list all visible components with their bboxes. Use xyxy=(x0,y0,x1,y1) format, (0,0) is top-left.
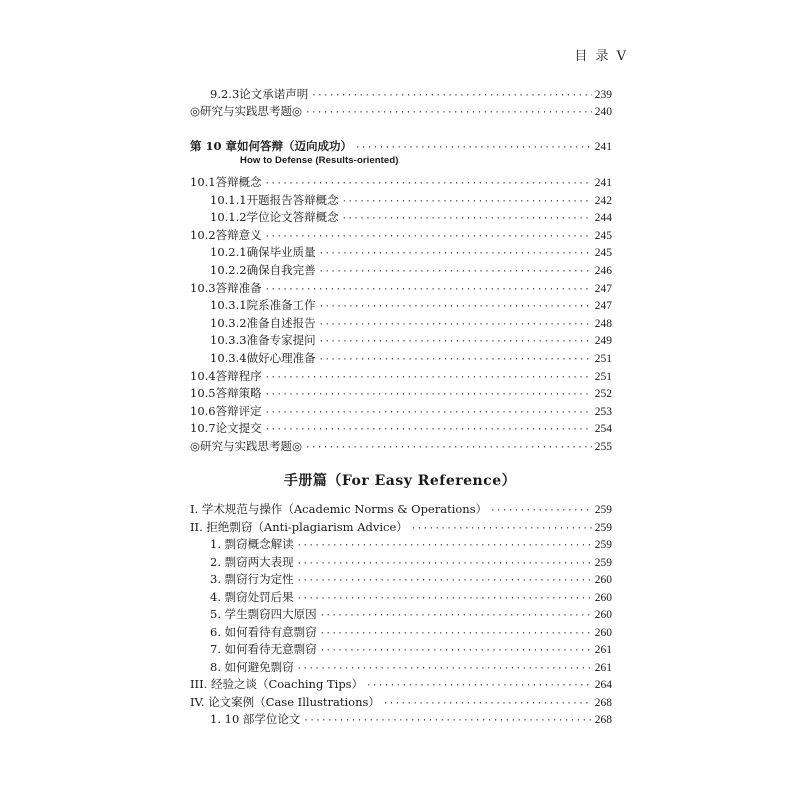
toc-entry xyxy=(210,710,612,728)
toc-entry-page: 259 xyxy=(594,557,612,569)
running-head: 目 录 V xyxy=(574,49,628,64)
dot-leader xyxy=(305,439,592,457)
toc-entry xyxy=(210,331,612,349)
toc-entry-page: 245 xyxy=(594,247,612,259)
toc-entry xyxy=(210,85,612,103)
toc-entry-title: III. 经验之谈（Coaching Tips） xyxy=(190,677,364,691)
toc-entry xyxy=(190,173,612,191)
toc-entry-page: 247 xyxy=(594,300,612,312)
toc-entry-number: 10.2 xyxy=(190,228,216,242)
toc-entry-page: 251 xyxy=(594,353,612,365)
toc-entry-title: 确保自我完善 xyxy=(246,263,316,277)
chapter-subtitle: How to Defense (Results-oriented) xyxy=(240,155,399,166)
toc-entry-title: 答辩策略 xyxy=(215,386,262,400)
toc-entry-page: 248 xyxy=(594,318,612,330)
toc-entry-number: 10.5 xyxy=(190,386,216,400)
toc-entry-page: 268 xyxy=(594,714,612,726)
toc-entry-page: 261 xyxy=(594,662,612,674)
toc-entry-title: II. 拒绝剽窃（Anti-plagiarism Advice） xyxy=(190,520,408,534)
toc-entry-number: 10.3.1 xyxy=(210,298,247,312)
dot-leader xyxy=(305,104,592,122)
toc-entry-page: 264 xyxy=(594,679,612,691)
toc-entry-page: 239 xyxy=(594,89,612,101)
toc-entry-title: 8. 如何避免剽窃 xyxy=(210,660,294,674)
toc-entry-page: 260 xyxy=(594,609,612,621)
toc-entry-number: 10.4 xyxy=(190,369,216,383)
toc-entry xyxy=(210,553,612,571)
toc-entry-page: 259 xyxy=(594,504,612,516)
toc-entry-title: 4. 剽窃处罚后果 xyxy=(210,590,294,604)
toc-entry-page: 259 xyxy=(594,522,612,534)
toc-entry xyxy=(190,500,612,518)
toc-entry xyxy=(210,658,612,676)
toc-entry-title: IV. 论文案例（Case Illustrations） xyxy=(190,695,380,709)
toc-entry xyxy=(190,402,612,420)
toc-entry-title: ◎研究与实践思考题◎ xyxy=(190,439,303,453)
toc-entry-title: ◎研究与实践思考题◎ xyxy=(190,104,303,118)
toc-entry xyxy=(210,314,612,332)
toc-entry-title: 确保毕业质量 xyxy=(246,245,316,259)
toc-entry-title: 开题报告答辩概念 xyxy=(246,193,339,207)
toc-entry-title: 答辩评定 xyxy=(215,404,262,418)
toc-entry-number: 10.3.3 xyxy=(210,333,247,347)
toc-entry-title: 论文承诺声明 xyxy=(239,87,309,101)
chapter-number: 第 10 章 xyxy=(190,139,238,153)
toc-entry-title: 论文提交 xyxy=(215,421,262,435)
toc-entry-page: 268 xyxy=(594,697,612,709)
toc-entry-title: I. 学术规范与操作（Academic Norms & Operations） xyxy=(190,502,488,516)
toc-entry-number: 10.3 xyxy=(190,281,216,295)
toc-entry-title: 准备专家提问 xyxy=(246,333,316,347)
toc-entry xyxy=(210,208,612,226)
toc-entry-title: 做好心理准备 xyxy=(246,351,316,365)
toc-entry-number: 10.2.2 xyxy=(210,263,247,277)
toc-entry-page: 255 xyxy=(594,441,612,453)
toc-entry-title: 3. 剽窃行为定性 xyxy=(210,572,294,586)
toc-entry-page: 253 xyxy=(594,406,612,418)
toc-entry-title: 准备自述报告 xyxy=(246,316,316,330)
toc-entry-title: 2. 剽窃两大表现 xyxy=(210,555,294,569)
toc-entry-number: 10.6 xyxy=(190,404,216,418)
toc-entry xyxy=(190,518,612,536)
toc-entry-title: 答辩意义 xyxy=(215,228,262,242)
toc-entry xyxy=(190,367,612,385)
toc-entry-title: 学位论文答辩概念 xyxy=(246,210,339,224)
toc-entry xyxy=(210,605,612,623)
chapter-title: 如何答辩（迈向成功） xyxy=(237,139,353,153)
toc-entry-page: 252 xyxy=(594,388,612,400)
toc-entry-page: 261 xyxy=(594,644,612,656)
toc-entry-title: 1. 10 部学位论文 xyxy=(210,712,301,726)
toc-entry-page: 241 xyxy=(594,177,612,189)
toc-entry xyxy=(190,419,612,437)
toc-entry xyxy=(210,570,612,588)
toc-entry xyxy=(210,623,612,641)
toc-entry-title: 答辩概念 xyxy=(215,175,262,189)
toc-entry-title: 1. 剽窃概念解读 xyxy=(210,537,294,551)
toc-entry xyxy=(210,243,612,261)
toc-entry-title: 5. 学生剽窃四大原因 xyxy=(210,607,317,621)
toc-entry-page: 244 xyxy=(594,212,612,224)
toc-entry-number: 10.1 xyxy=(190,175,216,189)
toc-entry-title: 院系准备工作 xyxy=(246,298,316,312)
toc-entry-number: 10.3.2 xyxy=(210,316,247,330)
toc-entry-title: 答辩准备 xyxy=(215,281,262,295)
toc-entry-title: 6. 如何看待有意剽窃 xyxy=(210,625,317,639)
toc-entry xyxy=(190,675,612,693)
toc-entry xyxy=(190,693,612,711)
toc-entry-page: 259 xyxy=(594,539,612,551)
toc-entry xyxy=(210,296,612,314)
toc-entry-number: 10.7 xyxy=(190,421,216,435)
toc-entry xyxy=(190,226,612,244)
chapter-heading xyxy=(190,137,612,155)
toc-entry-page: 242 xyxy=(594,195,612,207)
chapter-page: 241 xyxy=(594,141,612,153)
dot-leader xyxy=(303,712,591,730)
toc-entry-number: 10.1.1 xyxy=(210,193,247,207)
toc-entry-number: 10.2.1 xyxy=(210,245,247,259)
toc-entry-page: 246 xyxy=(594,265,612,277)
toc-entry-page: 245 xyxy=(594,230,612,242)
toc-entry xyxy=(190,102,612,120)
toc-entry-page: 247 xyxy=(594,283,612,295)
toc-entry xyxy=(190,384,612,402)
toc-entry-title: 7. 如何看待无意剽窃 xyxy=(210,642,317,656)
toc-entry-title: 答辩程序 xyxy=(215,369,262,383)
toc-entry-number: 10.3.4 xyxy=(210,351,247,365)
toc-entry xyxy=(210,588,612,606)
toc-entry-page: 251 xyxy=(594,371,612,383)
toc-entry xyxy=(210,349,612,367)
toc-entry-page: 240 xyxy=(594,106,612,118)
toc-entry xyxy=(210,261,612,279)
toc-entry-page: 260 xyxy=(594,592,612,604)
toc-entry-number: 9.2.3 xyxy=(210,87,240,101)
toc-entry xyxy=(210,191,612,209)
handbook-section-title: 手册篇（For Easy Reference） xyxy=(283,473,517,489)
toc-entry-page: 254 xyxy=(594,423,612,435)
toc-entry xyxy=(190,279,612,297)
toc-entry xyxy=(210,535,612,553)
toc-entry xyxy=(190,437,612,455)
toc-entry-page: 260 xyxy=(594,627,612,639)
toc-entry-page: 249 xyxy=(594,335,612,347)
toc-entry-page: 260 xyxy=(594,574,612,586)
toc-entry-number: 10.1.2 xyxy=(210,210,247,224)
toc-entry xyxy=(210,640,612,658)
